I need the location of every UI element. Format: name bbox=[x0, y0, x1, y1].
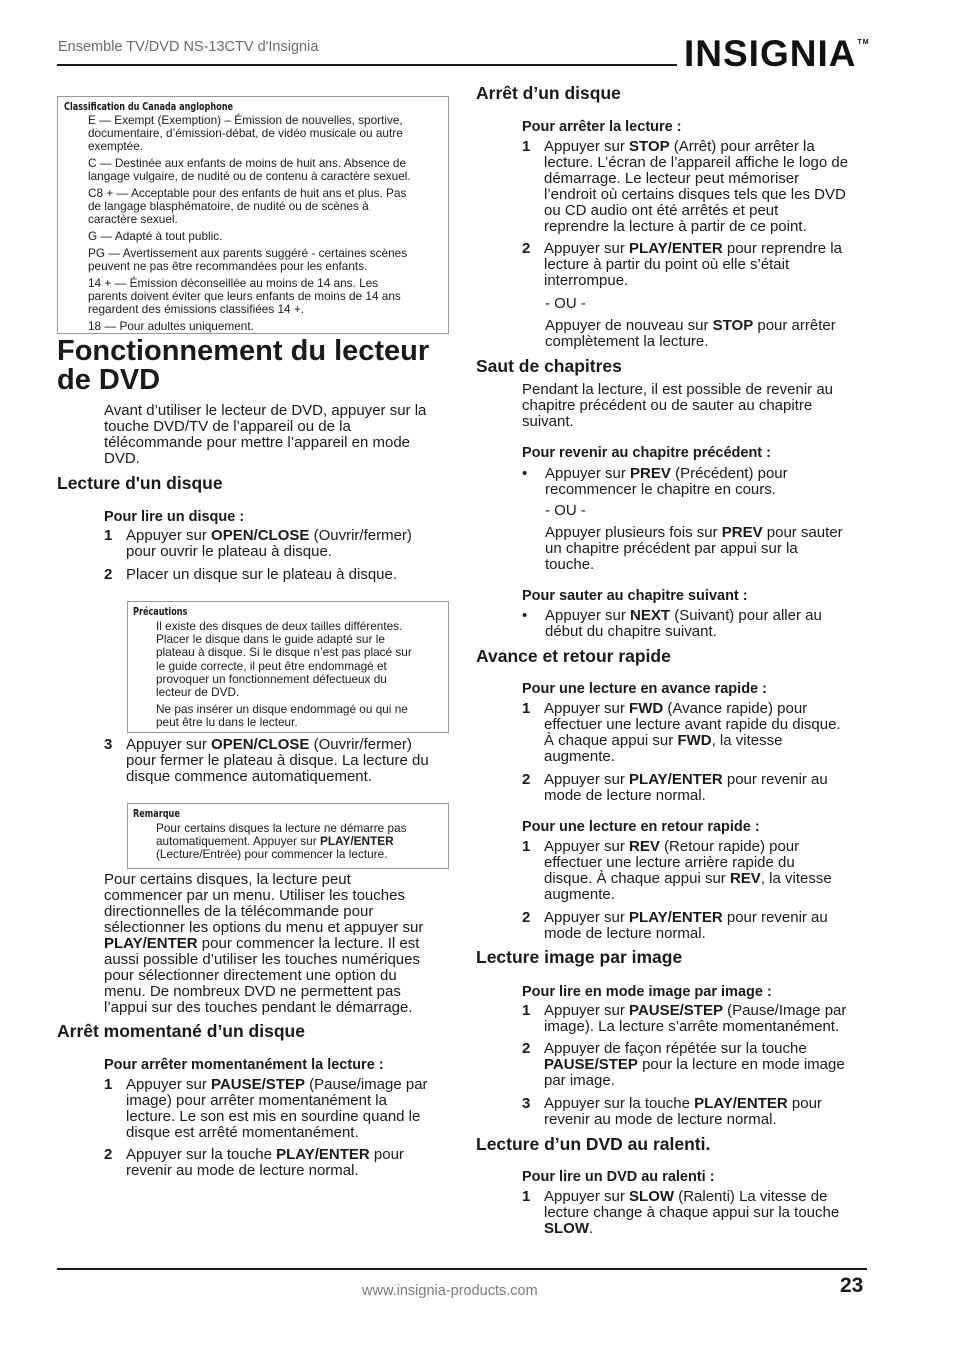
text-line: Pendant la lecture, il est possible de revenir au bbox=[522, 381, 834, 398]
text-run: Appuyer de nouveau sur bbox=[545, 317, 713, 334]
text-line: lecture change à chaque appui sur la touche bbox=[544, 1204, 840, 1221]
text-line: image) pour arrêter momentanément la bbox=[126, 1092, 387, 1109]
text-line: Il existe des disques de deux tailles différentes. bbox=[156, 619, 403, 633]
button-name: PLAY/ENTER bbox=[319, 834, 394, 849]
text-run: (Ouvrir/fermer) bbox=[309, 736, 412, 753]
text-line: ou CD audio ont été arrêtés et peut bbox=[544, 202, 779, 219]
classification-entry bbox=[88, 187, 443, 227]
text-line: G — Adapté à tout public. bbox=[88, 229, 223, 244]
fwd-subheading: Pour une lecture en avance rapide : bbox=[522, 681, 767, 697]
button-name: PAUSE/STEP bbox=[211, 1076, 305, 1093]
button-name: PLAY/ENTER bbox=[694, 1095, 788, 1112]
text-run: pour arrêter bbox=[753, 317, 836, 334]
button-name: SLOW bbox=[544, 1220, 589, 1237]
precautions-title: Précautions bbox=[133, 606, 188, 618]
text-line: pour sélectionner directement une option du bbox=[104, 967, 397, 984]
bullet-icon: • bbox=[522, 607, 528, 624]
step-number: 2 bbox=[104, 566, 113, 583]
stop-subheading: Pour arrêter la lecture : bbox=[522, 119, 682, 135]
chapters-intro bbox=[522, 382, 862, 430]
text-run: Appuyer sur bbox=[544, 838, 630, 855]
text-line: télécommande pour mettre l’appareil en mode bbox=[104, 434, 410, 451]
pause-subheading: Pour arrêter momentanément la lecture : bbox=[104, 1057, 384, 1073]
text-line: regardent des émissions classifiées 14 +. bbox=[88, 302, 305, 317]
text-line: recommencer le chapitre en cours. bbox=[545, 481, 776, 498]
button-name: NEXT bbox=[630, 607, 671, 624]
fast-forward-heading: Avance et retour rapide bbox=[476, 646, 671, 666]
step-number: 2 bbox=[522, 1040, 531, 1057]
classification-entry bbox=[88, 247, 443, 273]
main-section-title bbox=[57, 337, 429, 395]
button-name: STOP bbox=[629, 138, 670, 155]
text-run: pour commencer la lecture. Il est bbox=[197, 935, 420, 952]
text-line: pour ouvrir le plateau à disque. bbox=[126, 543, 332, 560]
next-chapter-subheading: Pour sauter au chapitre suivant : bbox=[522, 588, 748, 604]
step-number: 1 bbox=[522, 838, 531, 855]
page-number: 23 bbox=[840, 1274, 864, 1297]
text-line: plateau à disque. Si le disque n’est pas placé sur bbox=[156, 645, 412, 660]
footer-website: www.insignia-products.com bbox=[362, 1283, 538, 1299]
text-line: mode de lecture normal. bbox=[544, 787, 706, 804]
step-number: 2 bbox=[522, 771, 531, 788]
logo-trademark: TM bbox=[857, 39, 870, 46]
text-line: l’appui sur des touches pendant le démarrage. bbox=[104, 999, 413, 1016]
frame-subheading: Pour lire en mode image par image : bbox=[522, 984, 772, 1000]
text-line: chapitre précédent ou de sauter au chapitre bbox=[522, 397, 813, 414]
text-line: démarrage. Le lecteur peut mémoriser bbox=[544, 170, 800, 187]
text-line: disque commence automatiquement. bbox=[126, 768, 372, 785]
text-run: Appuyer sur bbox=[544, 909, 630, 926]
text-line: augmente. bbox=[544, 748, 615, 765]
button-name: PAUSE/STEP bbox=[629, 1002, 723, 1019]
prev-chapter-subheading: Pour revenir au chapitre précédent : bbox=[522, 445, 771, 461]
text-line: lecture à partir du point où elle s’était bbox=[544, 256, 790, 273]
stop-again-paragraph bbox=[545, 318, 865, 350]
text-run: , la vitesse bbox=[711, 732, 783, 749]
classification-entry bbox=[88, 114, 443, 154]
chapters-or-separator: - OU - bbox=[545, 502, 586, 519]
button-name: PLAY/ENTER bbox=[629, 240, 723, 257]
remarque-box bbox=[127, 803, 449, 869]
text-run: (Pause/Image par bbox=[722, 1002, 847, 1019]
text-run: Appuyer sur bbox=[544, 700, 630, 717]
text-line: Ne pas insérer un disque endommagé ou qui ne bbox=[156, 701, 408, 716]
step-number: 1 bbox=[522, 1002, 531, 1019]
pause-heading: Arrêt momentané d’un disque bbox=[57, 1021, 305, 1041]
text-line: effectuer une lecture arrière rapide du bbox=[544, 854, 795, 871]
text-line: interrompue. bbox=[544, 272, 629, 289]
text-line: suivant. bbox=[522, 413, 574, 430]
text-line: Pour certains disques, la lecture peut bbox=[104, 871, 351, 888]
text-line: C8 + — Acceptable pour des enfants de huit ans et plus. Pas bbox=[88, 186, 407, 201]
chapters-heading: Saut de chapitres bbox=[476, 356, 622, 376]
step-number: 2 bbox=[522, 240, 531, 257]
text-line: effectuer une lecture avant rapide du disque. bbox=[544, 716, 841, 733]
classification-entry bbox=[88, 230, 443, 243]
footer-divider bbox=[57, 1268, 867, 1270]
step-number: 2 bbox=[522, 909, 531, 926]
text-run: pour bbox=[787, 1095, 822, 1112]
text-line: peuvent ne pas être recommandées pour les enfants. bbox=[88, 259, 368, 274]
text-run: (Retour rapide) pour bbox=[659, 838, 800, 855]
text-line: par image. bbox=[544, 1072, 615, 1089]
slow-heading: Lecture d’un DVD au ralenti. bbox=[476, 1134, 711, 1154]
text-line: image). La lecture s’arrête momentanément. bbox=[544, 1018, 840, 1035]
text-line: sélectionner les options du menu et appuyer sur bbox=[104, 919, 424, 936]
text-line: lecture. L’écran de l’appareil affiche le logo de bbox=[544, 154, 849, 171]
text-run: Appuyer sur bbox=[544, 771, 630, 788]
text-line: mode de lecture normal. bbox=[544, 925, 706, 942]
text-line: Avant d’utiliser le lecteur de DVD, appuyer sur la bbox=[104, 402, 427, 419]
frame-heading: Lecture image par image bbox=[476, 947, 683, 967]
rev-subheading: Pour une lecture en retour rapide : bbox=[522, 819, 760, 835]
step-number: 1 bbox=[522, 700, 531, 717]
text-line: revenir au mode de lecture normal. bbox=[544, 1111, 777, 1128]
canada-classification-title: Classification du Canada anglophone bbox=[64, 101, 234, 113]
button-name: FWD bbox=[677, 732, 712, 749]
text-line: augmente. bbox=[544, 886, 615, 903]
text-run: pour revenir au bbox=[722, 909, 828, 926]
intro-paragraph bbox=[104, 403, 426, 467]
button-name: OPEN/CLOSE bbox=[211, 527, 310, 544]
precautions-paragraph-1 bbox=[156, 620, 444, 699]
slow-subheading: Pour lire un DVD au ralenti : bbox=[522, 1169, 715, 1185]
text-line: reprendre la lecture à partir de ce point. bbox=[544, 218, 807, 235]
prev-again-paragraph bbox=[545, 525, 865, 573]
text-line: touche DVD/TV de l’appareil ou de la bbox=[104, 418, 351, 435]
text-line: le guide correcte, il peut être endommagé et bbox=[156, 658, 387, 673]
button-name: REV bbox=[629, 838, 660, 855]
text-run: (Précédent) pour bbox=[670, 465, 788, 482]
logo-text: INSIGNIA bbox=[684, 33, 857, 74]
bullet-icon: • bbox=[522, 465, 528, 482]
button-name: PLAY/ENTER bbox=[276, 1146, 370, 1163]
text-run: Appuyer sur bbox=[544, 1188, 630, 1205]
text-run: pour reprendre la bbox=[722, 240, 842, 257]
text-line: Placer un disque sur le plateau à disque. bbox=[126, 566, 398, 583]
text-run: disque. À chaque appui sur bbox=[544, 870, 730, 887]
step-number: 1 bbox=[522, 1188, 531, 1205]
text-line: DVD. bbox=[104, 450, 140, 467]
text-line: début du chapitre suivant. bbox=[545, 623, 717, 640]
text-run: pour sauter bbox=[762, 524, 843, 541]
text-line: C — Destinée aux enfants de moins de huit ans. Absence de bbox=[88, 156, 407, 171]
text-run: pour revenir au bbox=[722, 771, 828, 788]
button-name: PREV bbox=[630, 465, 671, 482]
text-line: disque est arrêté momentanément. bbox=[126, 1124, 359, 1141]
header-divider bbox=[57, 64, 677, 66]
text-run: Appuyer sur la touche bbox=[126, 1146, 277, 1163]
text-run: (Ralenti) La vitesse de bbox=[674, 1188, 828, 1205]
precautions-box bbox=[127, 601, 449, 733]
text-line: l’endroit où certains disques tels que les DVD bbox=[544, 186, 846, 203]
text-run: Appuyer sur bbox=[544, 240, 630, 257]
button-name: PLAY/ENTER bbox=[629, 771, 723, 788]
button-name: REV bbox=[729, 870, 761, 887]
stop-heading: Arrêt d’un disque bbox=[476, 83, 621, 103]
text-line: pour fermer le plateau à disque. La lecture du bbox=[126, 752, 429, 769]
button-name: PREV bbox=[721, 524, 763, 541]
canada-classification-box bbox=[57, 96, 449, 334]
text-line: menu. De nombreux DVD ne permettent pas bbox=[104, 983, 401, 1000]
classification-entry bbox=[88, 277, 443, 317]
document-header-title: Ensemble TV/DVD NS-13CTV d'Insignia bbox=[58, 39, 319, 55]
text-run: Appuyer sur bbox=[126, 1076, 212, 1093]
text-line: aussi possible d’utiliser les touches numériques bbox=[104, 951, 420, 968]
remarque-title: Remarque bbox=[133, 808, 180, 820]
button-name: PAUSE/STEP bbox=[544, 1056, 638, 1073]
button-name: PLAY/ENTER bbox=[104, 935, 198, 952]
text-run: (Ouvrir/fermer) bbox=[309, 527, 412, 544]
text-run: . bbox=[589, 1220, 594, 1237]
classification-entry bbox=[88, 157, 443, 183]
button-name: PLAY/ENTER bbox=[629, 909, 723, 926]
text-line: 14 + — Émission déconseillée au moins de 14 ans. Les bbox=[88, 275, 379, 290]
main-title-line-1: Fonctionnement du lecteur bbox=[57, 335, 430, 367]
remarque-text bbox=[156, 822, 444, 862]
text-run: À chaque appui sur bbox=[544, 732, 678, 749]
text-line: revenir au mode de lecture normal. bbox=[126, 1162, 359, 1179]
text-run: (Suivant) pour aller au bbox=[670, 607, 822, 624]
precautions-paragraph-2 bbox=[156, 703, 444, 729]
text-run: Appuyer sur la touche bbox=[544, 1095, 695, 1112]
text-line: lecture. Le son est mis en sourdine quand le bbox=[126, 1108, 421, 1125]
text-line: touche. bbox=[545, 556, 595, 573]
text-line: complètement la lecture. bbox=[545, 333, 709, 350]
text-line: parents doivent éviter que leurs enfants de moins de 14 ans bbox=[88, 288, 401, 303]
text-line: Placer le disque dans le guide adapté sur le bbox=[156, 632, 385, 647]
text-line: de langage blasphématoire, de nudité ou de scènes à bbox=[88, 199, 369, 214]
text-line: exemptée. bbox=[88, 139, 144, 154]
text-line: langage vulgaire, de nudité ou de contenu à caractère sexuel. bbox=[88, 169, 411, 184]
text-line: Pour certains disques la lecture ne démarre pas bbox=[156, 821, 407, 835]
text-run: , la vitesse bbox=[760, 870, 832, 887]
button-name: FWD bbox=[629, 700, 664, 717]
lecture-subheading: Pour lire un disque : bbox=[104, 509, 245, 525]
text-line: documentaire, d’émission-débat, de vidéo musicale ou autre bbox=[88, 126, 403, 141]
text-line: un chapitre précédent par appui sur la bbox=[545, 540, 798, 557]
text-line: E — Exempt (Exemption) – Émission de nouvelles, sportive, bbox=[88, 113, 403, 127]
canada-classification-list bbox=[88, 114, 443, 337]
text-line: PG — Avertissement aux parents suggéré - certaines scènes bbox=[88, 245, 408, 260]
text-run: Appuyer sur bbox=[545, 465, 631, 482]
step-number: 1 bbox=[522, 138, 531, 155]
text-run: automatiquement. Appuyer sur bbox=[156, 834, 320, 849]
text-line: peut être lu dans le lecteur. bbox=[156, 714, 298, 729]
text-run: Appuyer plusieurs fois sur bbox=[545, 524, 722, 541]
text-line: Appuyer de façon répétée sur la touche bbox=[544, 1040, 807, 1057]
text-line: commencer par un menu. Utiliser les touches bbox=[104, 887, 405, 904]
step-number: 1 bbox=[104, 527, 113, 544]
text-run: (Avance rapide) pour bbox=[663, 700, 808, 717]
text-line: (Lecture/Entrée) pour commencer la lecture. bbox=[156, 847, 388, 862]
text-run: Appuyer sur bbox=[545, 607, 631, 624]
text-run: Appuyer sur bbox=[544, 138, 630, 155]
step-number: 3 bbox=[104, 736, 113, 753]
menu-paragraph bbox=[104, 872, 449, 1016]
stop-or-separator: - OU - bbox=[545, 295, 586, 312]
text-run: Appuyer sur bbox=[544, 1002, 630, 1019]
button-name: SLOW bbox=[629, 1188, 675, 1205]
text-line: provoquer un fonctionnement défectueux du bbox=[156, 671, 387, 686]
insignia-logo bbox=[684, 33, 870, 75]
button-name: STOP bbox=[712, 317, 754, 334]
text-line: 18 — Pour adultes uniquement. bbox=[88, 318, 254, 333]
text-line: caractère sexuel. bbox=[88, 212, 178, 227]
text-run: pour bbox=[369, 1146, 404, 1163]
step-number: 1 bbox=[104, 1076, 113, 1093]
step-number: 3 bbox=[522, 1095, 531, 1112]
step-number: 2 bbox=[104, 1146, 113, 1163]
text-run: (Pause/image par bbox=[304, 1076, 428, 1093]
text-run: Appuyer sur bbox=[126, 736, 212, 753]
text-run: pour la lecture en mode image bbox=[637, 1056, 845, 1073]
lecture-heading: Lecture d'un disque bbox=[57, 473, 223, 493]
main-title-line-2: de DVD bbox=[57, 364, 161, 396]
button-name: OPEN/CLOSE bbox=[211, 736, 310, 753]
text-line: directionnelles de la télécommande pour bbox=[104, 903, 374, 920]
classification-entry bbox=[88, 320, 443, 333]
text-run: Appuyer sur bbox=[126, 527, 212, 544]
text-run: (Arrêt) pour arrêter la bbox=[669, 138, 815, 155]
text-line: lecteur de DVD. bbox=[156, 685, 240, 700]
